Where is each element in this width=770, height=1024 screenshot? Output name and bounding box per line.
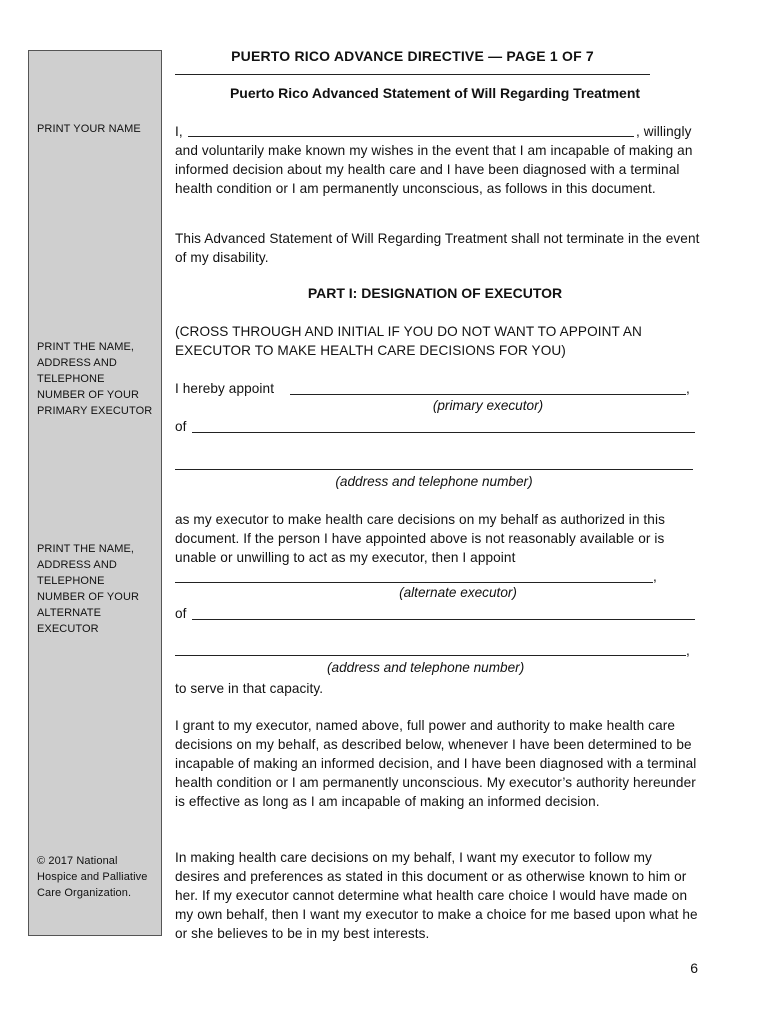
primary-of-label: of [175, 419, 187, 434]
executor-authorized-paragraph: as my executor to make health care decisions on my behalf as authorized in this document. If the person I have appointed above is not reasonably available or is unable or unwilling to act as my executor, then I appoint [175, 512, 665, 565]
alternate-of-label: of [175, 606, 187, 621]
document-subtitle: Puerto Rico Advanced Statement of Will Regarding Treatment [229, 85, 641, 101]
primary-executor-caption: (primary executor) [432, 398, 544, 413]
decision-guidance-paragraph: In making health care decisions on my behalf, I want my executor to follow my desires and preferences as stated in this document or as otherwise known to him or her. If my executor cannot determine what health care choice I would have made on my own behalf, then I want my executor to make a choice for me based upon what he or she believes to be in my best interests. [175, 850, 698, 941]
grant-authority-paragraph: I grant to my executor, named above, full power and authority to make health care decisions on my behalf, as described below, whenever I have been determined to be incapable of making an informed decision, and I have been diagnosed with a terminal health condition or I am permanently unconscious. My executor’s authority hereunder is effective as long as I am incapable of making an informed decision. [175, 718, 697, 809]
alternate-executor-field[interactable] [175, 582, 653, 583]
alternate-address-caption: (address and telephone number) [327, 660, 525, 675]
your-name-field[interactable] [188, 136, 634, 137]
serve-capacity-line: to serve in that capacity. [175, 681, 324, 696]
alternate-executor-caption: (alternate executor) [399, 585, 517, 600]
alternate-address-line-1[interactable] [192, 619, 695, 620]
primary-address-line-1[interactable] [192, 432, 695, 433]
cross-through-instruction: (CROSS THROUGH AND INITIAL IF YOU DO NOT WANT TO APPOINT AN EXECUTOR TO MAKE HEALTH CARE DECISIONS FOR YOU) [175, 324, 642, 358]
part-one-heading: PART I: DESIGNATION OF EXECUTOR [307, 285, 563, 301]
page-header-title: PUERTO RICO ADVANCE DIRECTIVE — PAGE 1 OF 7 [231, 48, 594, 64]
sidebar-copyright: © 2017 National Hospice and Palliative Care Organization. [37, 855, 148, 899]
header-divider [175, 74, 650, 75]
intro-paragraph: and voluntarily make known my wishes in the event that I am incapable of making an informed decision about my health care and I have been diagnosed with a terminal health condition or I am permanently unconscious, as follows in this document. [175, 143, 693, 196]
alternate-address-line-2[interactable] [175, 655, 686, 656]
primary-address-caption: (address and telephone number) [335, 474, 533, 489]
instruction-sidebar [28, 50, 162, 936]
appoint-label: I hereby appoint [175, 381, 275, 396]
duration-paragraph: This Advanced Statement of Will Regarding Treatment shall not terminate in the event of my disability. [175, 231, 700, 265]
sidebar-primary-executor-note: PRINT THE NAME, ADDRESS AND TELEPHONE NUMBER OF YOUR PRIMARY EXECUTOR [37, 341, 153, 417]
primary-executor-field[interactable] [290, 394, 686, 395]
intro-suffix: , willingly [636, 124, 692, 139]
primary-comma: , [686, 381, 690, 396]
primary-address-line-2[interactable] [175, 469, 693, 470]
intro-prefix: I, [175, 124, 183, 139]
sidebar-alternate-executor-note: PRINT THE NAME, ADDRESS AND TELEPHONE NUMBER OF YOUR ALTERNATE EXECUTOR [37, 543, 140, 635]
alternate-address-comma: , [686, 643, 690, 658]
page-number: 6 [690, 960, 698, 976]
sidebar-print-name: PRINT YOUR NAME [37, 123, 141, 135]
alternate-comma: , [653, 569, 657, 584]
